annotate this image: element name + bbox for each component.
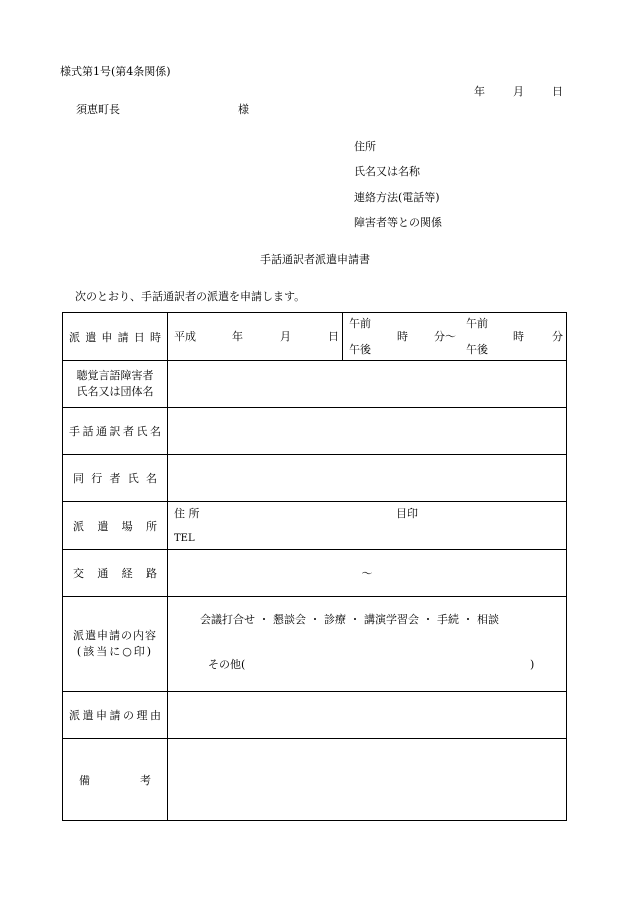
field-place[interactable] — [168, 502, 567, 550]
row-interpreter — [63, 408, 567, 455]
minute-label-2: 分 — [552, 330, 563, 343]
applicant-contact-label: 連絡方法(電話等) — [354, 191, 440, 204]
field-datetime[interactable] — [168, 313, 567, 361]
application-table — [62, 312, 567, 821]
date-year: 年 — [474, 85, 485, 98]
row-content — [63, 597, 567, 692]
label-content-line2: (該当に○印) — [76, 645, 154, 658]
minute-label-1: 分〜 — [434, 330, 456, 343]
label-content — [63, 597, 168, 692]
label-companion-text: 同 行 者 氏 名 — [73, 472, 157, 485]
label-remarks-text: 備 考 — [79, 773, 151, 787]
row-datetime — [63, 313, 567, 361]
place-tel-label: TEL — [174, 533, 195, 544]
applicant-relation-label: 障害者等との関係 — [354, 216, 442, 229]
row-applicant-name — [63, 361, 567, 408]
hour-label-1: 時 — [397, 330, 408, 343]
row-reason — [63, 692, 567, 739]
applicant-name-label: 氏名又は名称 — [354, 165, 420, 178]
content-options: 会議打合せ ・ 懇談会 ・ 診療 ・ 講演学習会 ・ 手続 ・ 相談 — [200, 613, 499, 626]
field-applicant-name[interactable] — [168, 361, 567, 408]
row-remarks — [63, 739, 567, 821]
month-label: 月 — [280, 330, 291, 343]
form-title: 手話通訳者派遣申請書 — [260, 253, 370, 266]
route-tilde: 〜 — [361, 567, 373, 580]
field-remarks[interactable] — [168, 739, 567, 821]
pm-label-2: 午後 — [466, 343, 488, 356]
place-address-label: 住 所 — [174, 507, 200, 520]
am-label-1: 午前 — [349, 317, 371, 330]
content-other-label: その他( — [208, 658, 246, 671]
label-applicant-name-line1: 聴覚言語障害者 — [76, 369, 154, 383]
addressee: 須恵町長 — [76, 103, 120, 116]
hour-label-2: 時 — [513, 330, 524, 343]
label-content-text — [63, 628, 167, 660]
label-route-text: 交 通 経 路 — [73, 567, 157, 580]
date-day: 日 — [552, 85, 563, 98]
honorific: 様 — [238, 103, 249, 116]
label-reason-text: 派 遣 申 請 の 理 由 — [69, 709, 161, 722]
field-route[interactable] — [168, 550, 567, 597]
row-place — [63, 502, 567, 550]
label-applicant-name-text — [63, 368, 167, 400]
place-landmark-label: 目印 — [396, 507, 418, 520]
era-label: 平成 — [174, 330, 196, 343]
row-companion — [63, 455, 567, 502]
pm-label-1: 午後 — [349, 343, 371, 356]
content-other-close: ) — [530, 658, 535, 671]
form-number: 様式第1号(第4条関係) — [60, 65, 171, 78]
label-place-text: 派 遣 場 所 — [73, 519, 157, 533]
field-content[interactable] — [168, 597, 567, 692]
label-route — [63, 550, 168, 597]
label-companion — [63, 455, 168, 502]
label-datetime — [63, 313, 168, 361]
date-month: 月 — [513, 85, 524, 98]
day-label: 日 — [328, 330, 339, 343]
date-line — [446, 86, 563, 97]
label-applicant-name — [63, 361, 168, 408]
label-remarks — [63, 739, 168, 821]
field-reason[interactable] — [168, 692, 567, 739]
date-time-divider — [342, 313, 343, 360]
label-applicant-name-line2: 氏名又は団体名 — [76, 385, 154, 398]
label-datetime-text: 派 遣 申 請 日 時 — [69, 330, 161, 344]
field-interpreter[interactable] — [168, 408, 567, 455]
label-place — [63, 502, 168, 550]
am-label-2: 午前 — [466, 317, 488, 330]
label-interpreter — [63, 408, 168, 455]
intro-text: 次のとおり、手話通訳者の派遣を申請します。 — [75, 290, 306, 303]
year-label: 年 — [232, 330, 243, 343]
label-content-line1: 派遣申請の内容 — [73, 629, 157, 643]
applicant-address-label: 住所 — [354, 140, 376, 153]
label-reason — [63, 692, 168, 739]
field-companion[interactable] — [168, 455, 567, 502]
label-interpreter-text: 手 話 通 訳 者 氏 名 — [69, 425, 161, 438]
row-route — [63, 550, 567, 597]
